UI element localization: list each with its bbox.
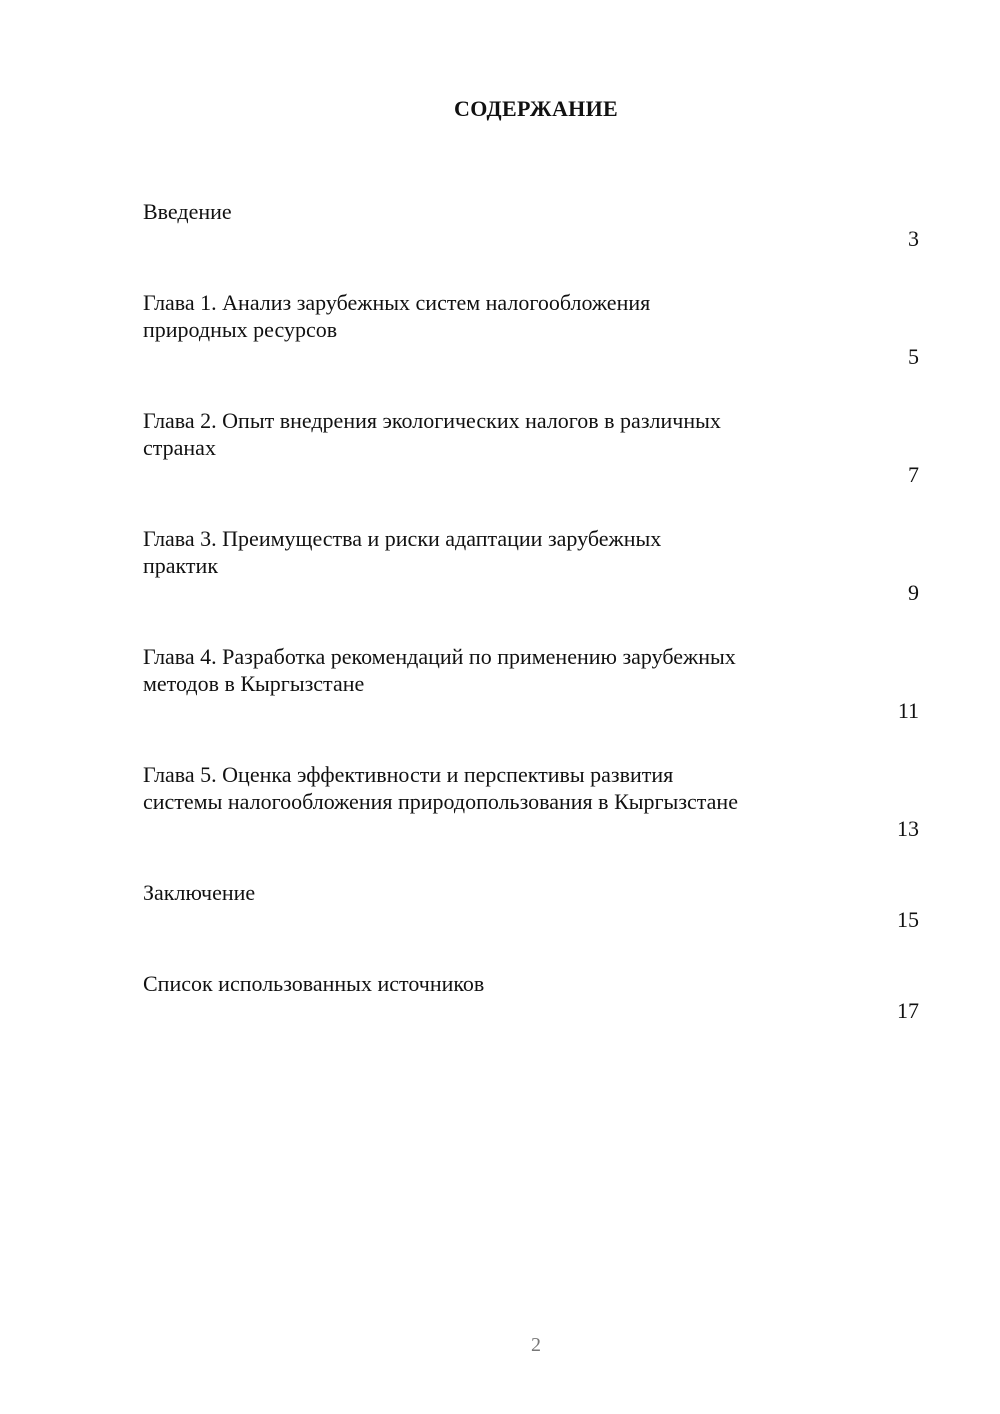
toc-entry-chapter-1 xyxy=(143,262,919,370)
toc-entry-title: Глава 3. Преимущества и риски адаптации зарубежных практик xyxy=(143,526,662,578)
toc-entry-title: Глава 1. Анализ зарубежных систем налогообложения природных ресурсов xyxy=(143,290,651,342)
table-of-contents xyxy=(143,171,919,1034)
toc-entry-references xyxy=(143,943,919,1024)
toc-entry-conclusion xyxy=(143,852,919,933)
toc-entry-title: Глава 5. Оценка эффективности и перспективы развития системы налогообложения природопользования в Кыргызстане xyxy=(143,762,738,814)
page-number: 2 xyxy=(531,1334,541,1356)
toc-entry-page: 3 xyxy=(908,226,919,251)
toc-entry-chapter-2 xyxy=(143,380,919,488)
toc-entry-page: 17 xyxy=(897,998,919,1023)
toc-entry-page: 5 xyxy=(908,344,919,369)
toc-entry-title: Список использованных источников xyxy=(143,971,485,996)
toc-entry-title: Глава 2. Опыт внедрения экологических налогов в различных странах xyxy=(143,408,721,460)
toc-entry-chapter-4 xyxy=(143,616,919,724)
toc-entry-title: Заключение xyxy=(143,880,256,905)
page-title: СОДЕРЖАНИЕ xyxy=(454,96,618,121)
toc-entry-title: Глава 4. Разработка рекомендаций по применению зарубежных методов в Кыргызстане xyxy=(143,644,736,696)
toc-entry-page: 9 xyxy=(908,580,919,605)
toc-entry-page: 15 xyxy=(897,907,919,932)
toc-entry-page: 11 xyxy=(897,698,919,723)
toc-entry-introduction xyxy=(143,171,919,252)
toc-entry-page: 13 xyxy=(897,816,919,841)
toc-entry-page: 7 xyxy=(908,462,919,487)
toc-entry-chapter-5 xyxy=(143,734,919,842)
toc-entry-title: Введение xyxy=(143,199,232,224)
toc-entry-chapter-3 xyxy=(143,498,919,606)
